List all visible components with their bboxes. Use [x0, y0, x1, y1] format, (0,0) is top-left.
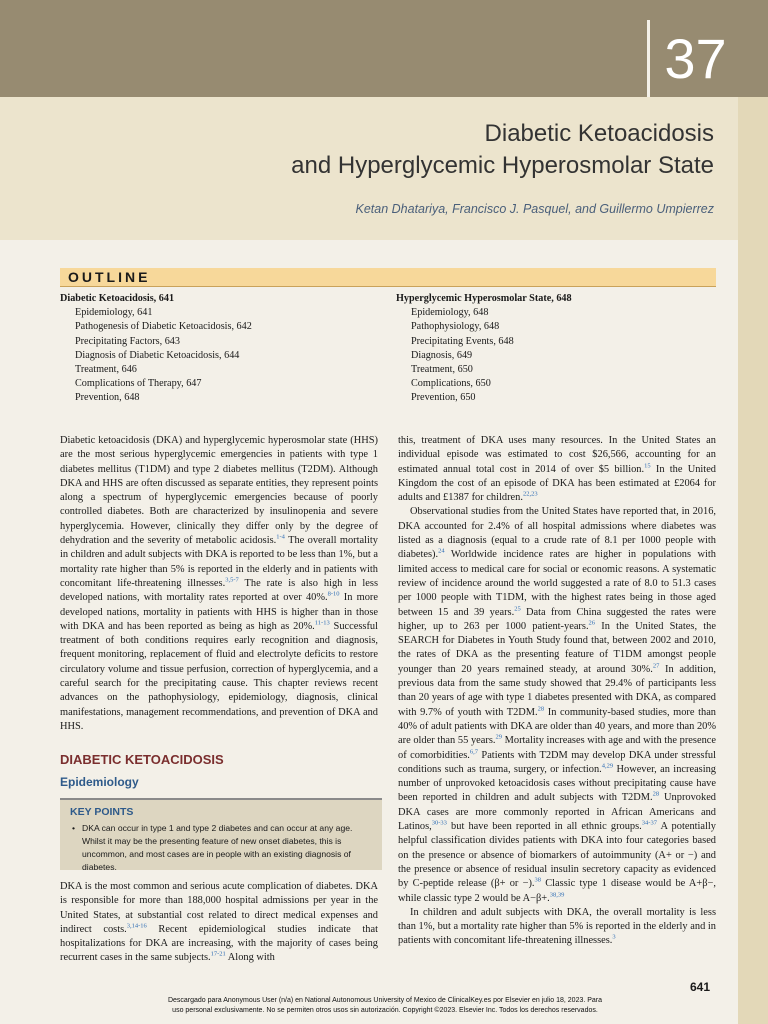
citation[interactable]: 3: [612, 933, 616, 941]
citation[interactable]: 8-10: [327, 590, 340, 598]
outline-item[interactable]: Complications of Therapy, 647: [75, 378, 202, 390]
text: Worldwide incidence rates are higher in populations with limited access to medical care for social or economic reasons. A systematic review of incidence around the world suggested a rate of 8.0 to 51.3 cases per 1000 people with T1DM, with the highest rates being in those aged between 15 and 39 years.: [398, 549, 716, 618]
citation[interactable]: 3,14-16: [126, 922, 147, 930]
chapter-title-line2: and Hyperglycemic Hyperosmolar State: [291, 152, 714, 179]
epidemiology-paragraph-block: [60, 880, 378, 966]
text: In community-based studies, more than 40% of adult patients with DKA are older than 40 years, and more than 20% are older than 55 years.: [398, 706, 716, 747]
outline-right-head[interactable]: Hyperglycemic Hyperosmolar State, 648: [396, 293, 572, 304]
epidemiology-paragraph: [60, 880, 378, 966]
text: However, an increasing number of unprovoked ketoacidosis cases without precipitating cause have been reported in children and adult subjects with T2DM.: [398, 763, 717, 804]
key-points-box: [60, 798, 382, 870]
citation[interactable]: 38: [534, 876, 542, 884]
outline-item[interactable]: Diagnosis, 649: [411, 349, 473, 361]
outline-item[interactable]: Treatment, 646: [75, 364, 137, 376]
outline-item[interactable]: Pathophysiology, 648: [411, 321, 500, 333]
section-heading: DIABETIC KETOACIDOSIS: [60, 752, 224, 767]
chapter-title: [291, 118, 714, 182]
text: In addition, previous data from the same study showed that 29.4% of participants less than 20 years of age with type 1 diabetes presented with DKA, as compared with 9.7% of youth with T2DM.: [398, 663, 716, 718]
key-point-item: • DKA can occur in type 1 and type 2 diabetes and can occur at any age. Whilst it may be the presenting feature of new onset diabetes, this is uncommon, and most cases are in people with an existing diagnosis of diabetes.: [70, 822, 372, 874]
footer-line: uso personal exclusivamente. No se permiten otros usos sin autorización. Copyright ©2023. Elsevier Inc. Todos los derechos reservados.: [172, 1006, 598, 1014]
text: Diabetic ketoacidosis (DKA) and hyperglycemic hyperosmolar state (HHS) are the most serious hyperglycemic emergencies in patients with type 1 diabetes mellitus (T1DM) and type 2 diabetes mellitus (T2DM). Although DKA and HHS are often discussed as separate entities, they represent points along a spectrum of hyperglycemic emergencies because of poorly controlled diabetes. Both are characterized by insulinopenia and severe hyperglycemia. However, clinically they differ only by the degree of dehydration and the severity of metabolic acidosis.: [60, 435, 378, 547]
text: Classic type 1 disease would be A+β−, while classic type 2 would be A−β+.: [398, 878, 717, 904]
citation[interactable]: 22,23: [522, 490, 538, 498]
text: this, treatment of DKA uses many resources. In the United States an individual episode was estimated to cost $26,566, accounting for an estimated annual total cost in 2014 of over $5 billion.: [398, 435, 716, 475]
citation[interactable]: 15: [644, 462, 651, 470]
intro-paragraph: [60, 434, 378, 734]
text: In the United Kingdom the cost of an episode of DKA has been estimated at £2064 for adults and £1387 for children.: [398, 463, 716, 504]
outline-item[interactable]: Precipitating Events, 648: [411, 335, 514, 347]
subsection-heading: Epidemiology: [60, 775, 139, 789]
footer-line: Descargado para Anonymous User (n/a) en National Autonomous University of Mexico de ClinicalKey.es por Elsevier en julio 18, 2023. Para: [167, 997, 603, 1004]
citation[interactable]: 6,7: [469, 748, 478, 756]
right-column: [398, 434, 716, 949]
citation[interactable]: 34-37: [641, 819, 657, 827]
outline-item[interactable]: Prevention, 648: [75, 392, 140, 404]
paragraph: [398, 434, 716, 505]
text: The overall mortality in children and adult subjects with DKA is reported to be less than 1%, but a mortality rate higher than 5% is reported in the elderly and in patients with concomitant life-threatening illnesses.: [60, 535, 379, 589]
citation[interactable]: 25: [514, 605, 521, 613]
citation[interactable]: 4,29: [601, 762, 614, 770]
outline-item[interactable]: Diagnosis of Diabetic Ketoacidosis, 644: [75, 349, 240, 361]
chapter-title-line1: Diabetic Ketoacidosis: [484, 120, 714, 147]
citation[interactable]: 27: [652, 662, 660, 670]
key-points-title: KEY POINTS: [70, 806, 134, 818]
citation[interactable]: 28: [652, 790, 660, 798]
text: Successful treatment of both conditions requires early recognition and diagnosis, frequent monitoring, replacement of fluid and electrolyte deficits to restore circulatory volume and tissue perfusion, correction of hyperglycemia, and a careful search for the precipitating cause. This chapter reviews recent advances on the pathophysiology, epidemiology, diagnosis, clinical manifestations, management recommendations, and prevention of DKA and HHS.: [60, 620, 378, 732]
text: In the United States, the SEARCH for Diabetes in Youth Study found that, between 2002 and 2010, the rates of DKA as the presenting feature of T1DM amongst people younger than 20 years remained steady, at around 30%.: [398, 620, 716, 675]
outline-left: [60, 292, 252, 406]
text: A potentially helpful classification divides patients with DKA into four categories based on the presence or absence of biomarkers of autoimmunity (A+ or −) and the presence or absence of residual insulin secretory capacity as evidenced by C-peptide release (β+ or −).: [398, 821, 716, 890]
text: Recent epidemiological studies indicate that hospitalizations for DKA are increasing, with the majority of cases being recurrent cases in the same subjects.: [60, 923, 378, 964]
authors: Ketan Dhatariya, Francisco J. Pasquel, and Guillermo Umpierrez: [355, 202, 714, 216]
text: Along with: [225, 952, 275, 964]
side-strip: [738, 97, 768, 1024]
outline-left-head[interactable]: Diabetic Ketoacidosis, 641: [60, 293, 175, 304]
citation[interactable]: 24: [438, 547, 445, 555]
outline-item[interactable]: Epidemiology, 641: [75, 307, 153, 319]
outline-item[interactable]: Epidemiology, 648: [411, 307, 489, 319]
outline-item[interactable]: Pathogenesis of Diabetic Ketoacidosis, 642: [75, 321, 252, 333]
text: but have been reported in all ethnic groups.: [446, 821, 642, 833]
outline-item[interactable]: Prevention, 650: [411, 392, 476, 404]
paragraph: [398, 505, 716, 905]
citation[interactable]: 38,39: [549, 891, 565, 899]
text: In more developed nations, mortality in patients with HHS is higher than in those with DKA and has been reported as being as high as 20%.: [60, 592, 379, 632]
outline-heading: OUTLINE: [60, 268, 716, 287]
header-band: [0, 0, 738, 97]
text: Mortality increases with age and with the presence of comorbidities.: [398, 735, 716, 761]
citation[interactable]: 17-21: [210, 951, 226, 959]
page-number: 641: [690, 980, 711, 994]
chapter-number: 37: [647, 20, 741, 97]
text: Patients with T2DM may develop DKA under stressful conditions such as trauma, surgery, or infection.: [398, 749, 716, 775]
outline-item[interactable]: Treatment, 650: [411, 364, 473, 376]
citation[interactable]: 26: [588, 619, 596, 627]
paragraph: [398, 906, 716, 949]
text: Unprovoked DKA cases are more commonly reported in African Americans and Latinos,: [398, 792, 716, 833]
citation[interactable]: 11-13: [314, 619, 330, 627]
citation[interactable]: 3,5-7: [225, 576, 239, 584]
citation[interactable]: 30-33: [431, 819, 447, 827]
outline-item[interactable]: Complications, 650: [411, 378, 491, 390]
text: Observational studies from the United States have reported that, in 2016, DKA accounted for 2.4% of all hospital admissions where diabetes was listed as a diagnosis (equal to a crude rate of 8.1 per 1000 people with diabetes).: [398, 506, 716, 561]
citation[interactable]: 28: [537, 705, 545, 713]
citation[interactable]: 1-4: [276, 533, 285, 541]
side-strip-top: [738, 0, 768, 97]
footer-notice: [120, 996, 650, 1015]
citation[interactable]: 29: [495, 733, 502, 741]
text: In children and adult subjects with DKA, the overall mortality is less than 1%, but a mortality rate higher than 5% is reported in the elderly and in patients with concomitant life-threatening illnesses.: [398, 906, 716, 947]
outline-item[interactable]: Precipitating Factors, 643: [75, 335, 180, 347]
intro-paragraph-block: [60, 434, 378, 734]
text: The rate is also high in less developed nations, with mortality rates reported at over 40%.: [60, 577, 378, 604]
outline-right: [396, 292, 572, 406]
text: Data from China suggested the rates were higher, up to 263 per 1000 patient-years.: [398, 606, 716, 632]
text: DKA is the most common and serious acute complication of diabetes. DKA is responsible for more than 188,000 hospital admissions per year in the United States, at substantial cost related to direct medical expenses and indirect costs.: [60, 881, 378, 935]
